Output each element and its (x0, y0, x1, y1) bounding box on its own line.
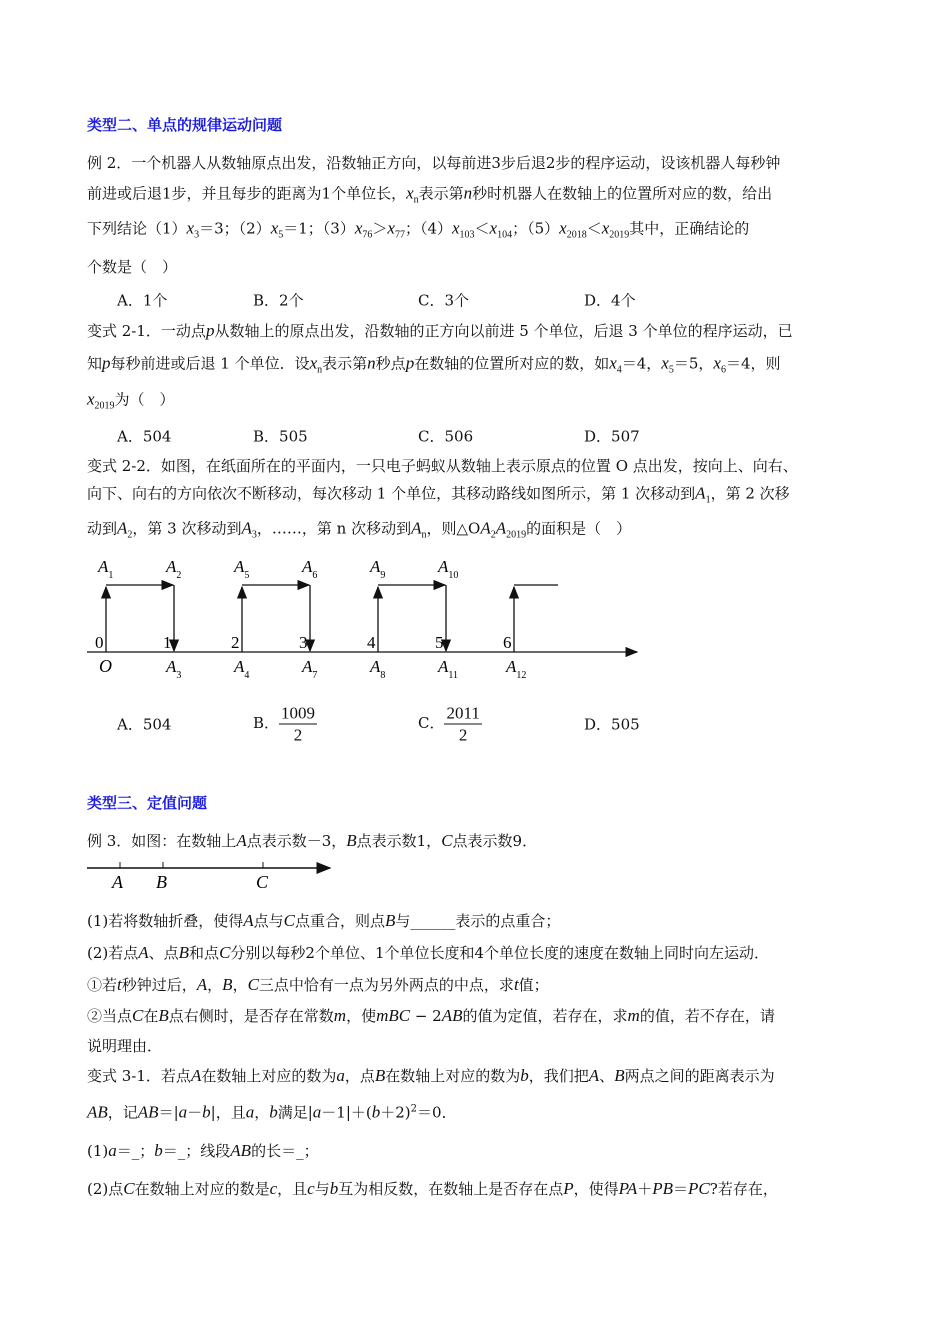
text: 类型二、单点的规律运动问题 (87, 116, 283, 134)
variable: b (371, 1102, 381, 1122)
text: 秒点 (375, 354, 406, 373)
text: ＝ (673, 1180, 689, 1198)
text: ＜ (474, 219, 490, 238)
text: (2)点 (87, 1180, 124, 1198)
variable: c (269, 1179, 278, 1198)
variable: t (513, 975, 519, 994)
text: − 2 (410, 1007, 442, 1025)
text: ，使 (346, 1007, 377, 1025)
text: ，点 (344, 1067, 375, 1085)
variable: A (480, 518, 491, 538)
variable: B (385, 911, 396, 930)
tick-number: 4 (367, 633, 376, 652)
text: ，记 (107, 1103, 138, 1122)
math-var (138, 943, 148, 962)
text-line (87, 1036, 162, 1056)
point-label: $A_3$ (166, 657, 182, 681)
math-var (202, 1103, 211, 1122)
tick-number: 0 (95, 633, 104, 652)
text: ＝5， (673, 354, 714, 373)
text: 变式 2-1．一动点 (87, 322, 206, 340)
math-var (154, 1141, 163, 1160)
point-label: $A_4$ (234, 657, 250, 681)
text: 、点 (148, 944, 179, 962)
math-var (243, 911, 253, 930)
label-b: B (156, 872, 167, 892)
text: 分别以每秒2个单位、1个单位长度和4个单位长度的速度在数轴上同时向左运动． (230, 944, 770, 962)
variable: a (108, 1141, 117, 1160)
subscript: 77 (394, 229, 405, 241)
text: (1) (87, 1142, 109, 1160)
text: 例 3．如图：在数轴上 (87, 832, 237, 850)
variable: B (222, 975, 233, 994)
option-c-label: C． (418, 714, 445, 732)
math-var (158, 1006, 168, 1025)
text: ＝4， (621, 354, 662, 373)
math-var (87, 1103, 108, 1122)
option-a: A．504 (117, 427, 172, 446)
text: ；（5） (512, 219, 560, 238)
text: ；（4） (404, 219, 452, 238)
math-var (441, 831, 452, 850)
text: 点表示数－3， (246, 832, 347, 850)
text: 知 (87, 354, 103, 373)
math-var (628, 1006, 640, 1025)
text: ，则△O (426, 519, 481, 538)
variable: C (132, 1006, 144, 1025)
text: 在 (143, 1007, 159, 1025)
numerator: 1009 (281, 703, 316, 723)
subscript: 103 (459, 229, 475, 241)
option-d: D．4个 (584, 291, 636, 310)
variable: B (178, 943, 190, 962)
point-label: $A_1$ (98, 557, 114, 581)
text-line (87, 1100, 457, 1123)
variable: AB (441, 1006, 463, 1025)
subscript: 4 (616, 364, 622, 376)
text: 个数是（ ） (87, 258, 178, 276)
subscript: 2018 (566, 229, 587, 241)
text: ①若 (87, 976, 118, 994)
text: 表示第 (322, 354, 368, 373)
text: 、 (599, 1067, 615, 1085)
text: ＝_；线段 (162, 1142, 231, 1160)
text: ＝0． (417, 1103, 457, 1122)
math-var (123, 1179, 134, 1198)
variable: a (336, 1066, 345, 1085)
math-var (619, 1179, 638, 1198)
variable: x (451, 218, 460, 238)
text: 每秒前进或后退 1 个单位．设 (110, 354, 310, 373)
math-var (372, 1103, 381, 1122)
subscript: 2019 (94, 400, 115, 412)
text: ， (254, 1103, 270, 1122)
math-var (589, 1066, 599, 1085)
math-var (284, 911, 295, 930)
text: 点右侧时，是否存在常数 (168, 1007, 334, 1025)
variable: p (405, 353, 415, 373)
math-var (376, 1006, 410, 1025)
text: ，……，第 n 次移动到 (256, 519, 412, 538)
variable: B (614, 1066, 625, 1085)
text: 与______表示的点重合； (395, 912, 561, 930)
subscript: 5 (668, 364, 674, 376)
point-label: $A_2$ (166, 557, 182, 581)
subscript: 1 (705, 494, 711, 506)
denominator: 2 (458, 725, 468, 745)
option-b-label: B． (253, 714, 280, 732)
variable: b (269, 1102, 278, 1122)
text: 例 2．一个机器人从数轴原点出发，沿数轴正方向，以每前进3步后退2步的程序运动，设该机器人每秒钟 (87, 154, 781, 172)
text: ，我们把 (528, 1067, 589, 1085)
point-label: $A_{10}$ (438, 557, 459, 581)
option-b (253, 703, 317, 746)
variable: x (661, 353, 669, 373)
variable: AB (87, 1102, 108, 1122)
label-a: A (112, 872, 123, 892)
variable: AB (137, 1102, 159, 1122)
text-line (87, 1179, 778, 1199)
variable: PA (618, 1179, 638, 1198)
text: ?若存在， (709, 1180, 778, 1198)
variable: n (463, 183, 473, 203)
subscript: n (421, 529, 427, 541)
subscript: 2019 (506, 529, 527, 541)
text: ， (207, 976, 223, 994)
math-var (219, 943, 230, 962)
option-a: A．1个 (117, 291, 168, 310)
text: 两点之间的距离表示为 (624, 1067, 775, 1085)
option-b: B．505 (253, 427, 308, 446)
variable: B (346, 831, 357, 850)
variable: C (219, 943, 231, 962)
label-c: C (256, 872, 269, 892)
superscript: 2 (410, 1103, 418, 1115)
variable: c (307, 1179, 315, 1198)
variable: AB (230, 1141, 252, 1160)
variable: PB (652, 1179, 674, 1198)
option-c: C．506 (418, 427, 474, 446)
text: 类型三、定值问题 (87, 794, 208, 812)
variable: A (138, 943, 149, 962)
subscript: 5 (278, 229, 284, 241)
text-line (87, 1066, 775, 1086)
text: －1|＋( (321, 1103, 372, 1122)
text: ，第 3 次移动到 (132, 519, 242, 538)
variable: m (627, 1006, 640, 1025)
math-var (230, 1141, 251, 1160)
math-var (197, 975, 207, 994)
text: 的值，若不存在，请 (639, 1007, 775, 1025)
subscript: 2 (127, 529, 133, 541)
variable: x (406, 183, 414, 203)
point-label: $A_{11}$ (438, 657, 459, 681)
text: ＝| (158, 1103, 179, 1122)
variable: A (495, 518, 507, 538)
text: ，第 2 次移 (710, 484, 790, 503)
point-label: $A_7$ (302, 657, 318, 681)
math-var (236, 831, 246, 850)
text: ，使得 (573, 1180, 619, 1198)
text: － (187, 1103, 203, 1122)
math-var (346, 831, 356, 850)
subscript: 6 (720, 364, 726, 376)
math-var (614, 1066, 624, 1085)
text: 变式 2-2．如图，在纸面所在的平面内，一只电子蚂蚁从数轴上表示原点的位置 O 点出发，按向上、向右、 (87, 457, 798, 475)
text: 值； (518, 976, 549, 994)
math-var (375, 1066, 385, 1085)
text: 在数轴上对应的数是 (134, 1180, 270, 1198)
text: 与 (314, 1180, 330, 1198)
variable: A (117, 518, 128, 538)
variable: x (609, 353, 617, 373)
point-label: $A_8$ (370, 657, 386, 681)
text: ，且 (277, 1180, 308, 1198)
variable: x (309, 353, 318, 373)
text: ＋ (637, 1180, 653, 1198)
text: 说明理由． (87, 1037, 163, 1055)
subscript: 76 (362, 229, 373, 241)
text: 变式 3-1．若点 (87, 1067, 191, 1085)
tick-number: 5 (435, 633, 444, 652)
text: ＋2) (380, 1103, 411, 1122)
tick-number: 3 (299, 633, 308, 652)
section-heading (87, 793, 207, 813)
math-var (385, 911, 395, 930)
option-b: B．2个 (253, 291, 304, 310)
text-line (87, 831, 537, 851)
variable: x (601, 218, 610, 238)
variable: x (87, 389, 95, 409)
variable: P (563, 1179, 574, 1198)
text: 下列结论（1） (87, 219, 187, 238)
text: ＜ (586, 219, 602, 238)
subscript: n (317, 364, 323, 376)
variable: x (354, 218, 363, 238)
variable: A (588, 1066, 600, 1085)
point-label: $A_9$ (370, 557, 386, 581)
variable: A (190, 1066, 202, 1085)
text: 秒时机器人在数轴上的位置所对应的数，给出 (472, 184, 773, 203)
variable: b (202, 1102, 211, 1122)
variable: x (270, 218, 279, 238)
subscript: 2 (490, 529, 496, 541)
math-var (108, 1141, 117, 1160)
text: ＝_； (116, 1142, 155, 1160)
text-line (87, 1006, 775, 1026)
math-var (269, 1103, 278, 1122)
text: ＝1；（3） (283, 219, 355, 238)
math-var (563, 1179, 573, 1198)
variable: b (154, 1141, 163, 1160)
text: (1)若将数轴折叠，使得 (87, 912, 244, 930)
text: 秒钟过后， (121, 976, 197, 994)
math-var (520, 1066, 529, 1085)
text: 向下、向右的方向依次不断移动，每次移动 1 个单位，其移动路线如图所示，第 1 次移动到 (87, 484, 696, 503)
variable: mBC (376, 1006, 411, 1025)
text: 在数轴上对应的数为 (385, 1067, 521, 1085)
point-label: $A_{12}$ (506, 657, 527, 681)
point-label: $A_5$ (234, 557, 250, 581)
text: 和点 (189, 944, 220, 962)
text: ＝4，则 (725, 354, 781, 373)
math-var (334, 1006, 346, 1025)
variable: t (117, 975, 122, 994)
option-d: D．507 (584, 427, 640, 446)
variable: C (441, 831, 453, 850)
text: 的值为定值，若存在，求 (462, 1007, 628, 1025)
variable: A (236, 831, 247, 850)
math-var (191, 1066, 201, 1085)
variable: x (387, 218, 395, 238)
math-var (138, 1103, 159, 1122)
text: 在数轴上对应的数为 (201, 1067, 337, 1085)
fraction (279, 703, 317, 746)
denominator: 2 (293, 725, 303, 745)
text: ＝3；（2） (199, 219, 271, 238)
option-d: D．505 (584, 715, 640, 734)
text-line (87, 943, 769, 963)
text: 点重合，则点 (295, 912, 386, 930)
variable: B (158, 1006, 169, 1025)
text-line (87, 1141, 319, 1161)
text: 满足| (277, 1103, 313, 1122)
math-var (179, 943, 189, 962)
variable: x (489, 218, 498, 238)
number-line-abc (0, 850, 400, 900)
math-var (652, 1179, 673, 1198)
text: 前进或后退1步，并且每步的距离为1个单位长， (87, 184, 407, 203)
variable: n (367, 353, 376, 373)
variable: a (312, 1102, 322, 1122)
option-c (418, 703, 482, 746)
subscript: 3 (194, 229, 200, 241)
text: 点表示数9． (452, 832, 538, 850)
variable: A (411, 518, 422, 538)
option-a: A．504 (117, 715, 172, 734)
variable: C (123, 1179, 135, 1198)
subscript: 104 (497, 229, 513, 241)
variable: A (196, 975, 208, 994)
variable: C (247, 975, 259, 994)
math-var (442, 1006, 463, 1025)
math-var (179, 1103, 188, 1122)
text: 动到 (87, 519, 118, 538)
text: 点与 (253, 912, 284, 930)
math-var (246, 1103, 255, 1122)
text: ＞ (372, 219, 388, 238)
text: 点表示数1， (356, 832, 442, 850)
tick-number: 6 (503, 633, 512, 652)
text: ， (232, 976, 248, 994)
math-var (248, 975, 259, 994)
numerator: 2011 (446, 703, 480, 723)
math-var (336, 1066, 345, 1085)
variable: a (178, 1102, 188, 1122)
subscript: 2019 (609, 229, 630, 241)
text-line (87, 911, 560, 931)
tick-number: 1 (163, 633, 172, 652)
math-var (222, 975, 232, 994)
text: (2)若点 (87, 944, 139, 962)
variable: p (205, 321, 215, 340)
variable: m (333, 1006, 347, 1025)
text: 互为相反数，在数轴上是否存在点 (338, 1180, 564, 1198)
text: |，且 (210, 1103, 246, 1122)
variable: B (374, 1066, 386, 1085)
text-line (87, 975, 549, 995)
variable: p (102, 353, 111, 373)
variable: A (695, 483, 706, 503)
text: 三点中恰有一点为另外两点的中点，求 (258, 976, 514, 994)
text: 的面积是（ ） (526, 519, 632, 538)
variable: x (559, 218, 567, 238)
subscript: 3 (251, 529, 257, 541)
text: 为（ ） (114, 390, 175, 409)
text: 其中，正确结论的 (629, 219, 750, 238)
variable: b (329, 1179, 339, 1198)
variable: b (520, 1066, 529, 1085)
fraction (444, 703, 481, 746)
origin-label: O (99, 656, 112, 676)
text: 表示第 (418, 184, 464, 203)
math-var (688, 1179, 710, 1198)
variable: C (283, 911, 295, 930)
math-var (307, 1179, 315, 1198)
variable: x (713, 353, 721, 373)
tick-number: 2 (231, 633, 240, 652)
text: ②当点 (87, 1007, 133, 1025)
variable: PC (688, 1179, 710, 1198)
variable: A (243, 911, 254, 930)
option-c: C．3个 (418, 291, 470, 310)
math-var (132, 1006, 143, 1025)
text: 的长＝_； (251, 1142, 319, 1160)
point-label: $A_6$ (302, 557, 318, 581)
math-var (330, 1179, 339, 1198)
variable: a (245, 1102, 255, 1122)
variable: A (241, 518, 252, 538)
variable: x (186, 218, 195, 238)
text: 在数轴的位置所对应的数，如 (414, 354, 610, 373)
subscript: n (413, 194, 419, 206)
text: 从数轴上的原点出发，沿数轴的正方向以前进 5 个单位，后退 3 个单位的程序运动，已 (214, 322, 793, 340)
